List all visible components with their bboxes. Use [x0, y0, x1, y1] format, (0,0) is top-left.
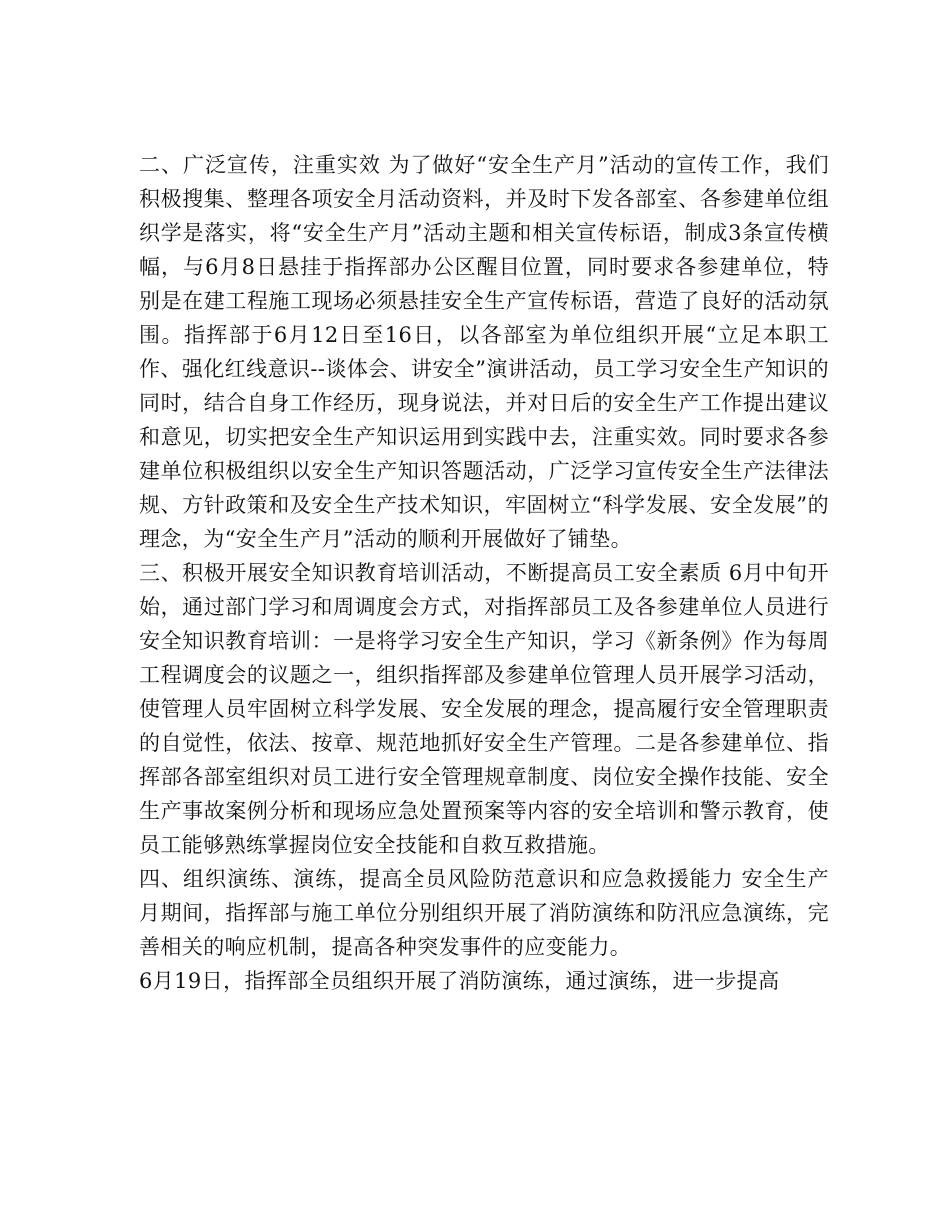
paragraph-fire-drill: 6月19日，指挥部全员组织开展了消防演练，通过演练，进一步提高: [139, 969, 780, 993]
document-body: [139, 148, 829, 998]
paragraph-training: 三、积极开展安全知识教育培训活动，不断提高员工安全素质 6月中旬开始，通过部门学习和周调度会方式，对指挥部员工及各参建单位人员进行安全知识教育培训：一是将学习安全生产知识，学习《新条例》作为每周工程调度会的议题之一，组织指挥部及参建单位管理人员开展学习活动，使管理人员牢固树立科学发展、安全发展的理念，提高履行安全管理职责的自觉性，依法、按章、规范地抓好安全生产管理。二是各参建单位、指挥部各部室组织对员工进行安全管理规章制度、岗位安全操作技能、安全生产事故案例分析和现场应急处置预案等内容的安全培训和警示教育，使员工能够熟练掌握岗位安全技能和自救互救措施。: [139, 561, 829, 857]
paragraph-drills: 四、组织演练、演练，提高全员风险防范意识和应急救援能力 安全生产月期间，指挥部与施工单位分别组织开展了消防演练和防汛应急演练，完善相关的响应机制，提高各种突发事件的应变能力。: [139, 867, 829, 959]
paragraph-publicity: 二、广泛宣传，注重实效 为了做好“安全生产月”活动的宣传工作，我们积极搜集、整理各项安全月活动资料，并及时下发各部室、各参建单位组织学是落实，将“安全生产月”活动主题和相关宣传标语，制成3条宣传横幅，与6月8日悬挂于指挥部办公区醒目位置，同时要求各参建单位，特别是在建工程施工现场必须悬挂安全生产宣传标语，营造了良好的活动氛围。指挥部于6月12日至16日，以各部室为单位组织开展“立足本职工作、强化红线意识--谈体会、讲安全”演讲活动，员工学习安全生产知识的同时，结合自身工作经历，现身说法，并对日后的安全生产工作提出建议和意见，切实把安全生产知识运用到实践中去，注重实效。同时要求各参建单位积极组织以安全生产知识答题活动，广泛学习宣传安全生产法律法规、方针政策和及安全生产技术知识，牢固树立“科学发展、安全发展”的理念，为“安全生产月”活动的顺利开展做好了铺垫。: [139, 153, 829, 551]
